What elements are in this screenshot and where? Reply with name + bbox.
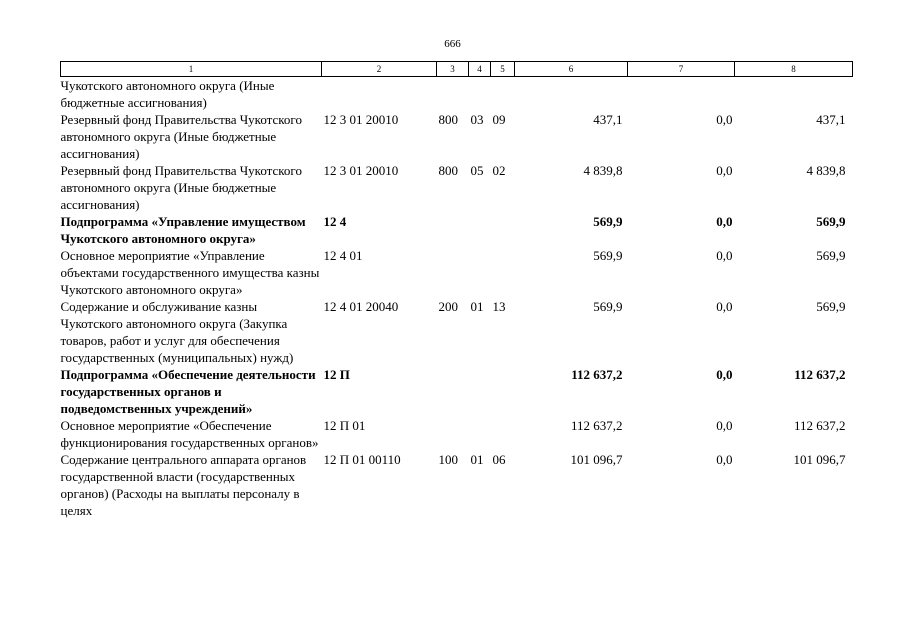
row-value-7: 0,0 (716, 214, 733, 229)
row-rz: 01 (470, 452, 484, 467)
header-col-7: 7 (628, 62, 735, 77)
table-row-subprogram (61, 366, 853, 417)
row-value-8: 101 096,7 (793, 452, 846, 467)
header-col-6: 6 (515, 62, 628, 77)
row-name: Основное мероприятие «Обеспечение функционирования государственных органов» (60, 418, 319, 450)
row-vr (437, 77, 469, 112)
row-code: 12 4 01 20040 (323, 299, 399, 314)
row-pr (491, 247, 515, 298)
row-code (322, 77, 437, 112)
header-col-3: 3 (437, 62, 469, 77)
header-col-2: 2 (322, 62, 437, 77)
row-pr: 13 (492, 299, 506, 314)
row-pr: 06 (492, 452, 506, 467)
header-col-5: 5 (491, 62, 515, 77)
row-value-8: 569,9 (816, 299, 846, 314)
row-value-6: 101 096,7 (570, 452, 623, 467)
row-rz (469, 213, 491, 247)
row-value-6: 112 637,2 (571, 367, 623, 382)
row-vr: 800 (438, 163, 458, 178)
row-name: Основное мероприятие «Управление объектами государственного имущества казны Чукотского автономного округа» (60, 248, 320, 297)
row-value-7: 0,0 (716, 418, 733, 433)
row-value-7: 0,0 (716, 299, 733, 314)
row-rz (469, 247, 491, 298)
row-value-6: 4 839,8 (583, 163, 623, 178)
row-value-8: 112 637,2 (793, 418, 846, 433)
header-col-4: 4 (469, 62, 491, 77)
row-value-7: 0,0 (716, 367, 733, 382)
row-name: Резервный фонд Правительства Чукотского автономного округа (Иные бюджетные ассигнования) (60, 112, 302, 161)
row-vr (437, 247, 469, 298)
row-name: Содержание и обслуживание казны Чукотского автономного округа (Закупка товаров, работ и услуг для обеспечения государственных (муниципальных) нужд) (60, 299, 294, 365)
row-value-7 (628, 77, 735, 112)
row-pr (491, 417, 515, 451)
row-name: Чукотского автономного округа (Иные бюджетные ассигнования) (60, 78, 275, 110)
row-rz (469, 77, 491, 112)
row-name: Содержание центрального аппарата органов государственной власти (государственных органов) (Расходы на выплаты персоналу в целях (60, 452, 307, 518)
row-value-6: 112 637,2 (570, 418, 623, 433)
table-row (61, 247, 853, 298)
row-vr: 100 (438, 452, 458, 467)
row-code: 12 П 01 (323, 418, 366, 433)
row-code: 12 3 01 20010 (323, 163, 399, 178)
row-code: 12 4 01 (323, 248, 363, 263)
row-value-7: 0,0 (716, 163, 733, 178)
row-vr (437, 366, 469, 417)
row-rz: 01 (470, 299, 484, 314)
row-name: Резервный фонд Правительства Чукотского автономного округа (Иные бюджетные ассигнования) (60, 163, 302, 212)
table-header-row (61, 62, 853, 77)
row-value-6: 569,9 (593, 248, 623, 263)
table-row (61, 162, 853, 213)
table-row (61, 298, 853, 366)
row-name: Подпрограмма «Управление имуществом Чукотского автономного округа» (60, 214, 306, 246)
table-row (61, 77, 853, 112)
table-row (61, 451, 853, 519)
table-row (61, 417, 853, 451)
row-value-8: 569,9 (816, 214, 846, 229)
row-pr: 09 (492, 112, 506, 127)
row-code: 12 3 01 20010 (323, 112, 399, 127)
row-vr (437, 417, 469, 451)
row-value-8 (735, 77, 853, 112)
row-code: 12 4 (323, 214, 347, 229)
row-rz (469, 417, 491, 451)
row-code: 12 П (323, 367, 350, 382)
page-number: 666 (444, 38, 461, 50)
row-pr (491, 213, 515, 247)
row-value-8: 4 839,8 (806, 163, 846, 178)
table-row-subprogram (61, 213, 853, 247)
row-value-8: 112 637,2 (794, 367, 846, 382)
row-rz (469, 366, 491, 417)
row-value-8: 569,9 (816, 248, 846, 263)
row-value-6: 569,9 (593, 214, 623, 229)
row-name: Подпрограмма «Обеспечение деятельности государственных органов и подведомственных учреждений» (60, 367, 316, 416)
budget-table (60, 61, 853, 519)
row-value-6 (515, 77, 628, 112)
header-col-1: 1 (61, 62, 322, 77)
row-value-7: 0,0 (716, 452, 733, 467)
row-code: 12 П 01 00110 (323, 452, 401, 467)
row-pr (491, 366, 515, 417)
row-value-8: 437,1 (816, 112, 846, 127)
row-rz: 05 (470, 163, 484, 178)
row-vr: 200 (438, 299, 458, 314)
row-vr (437, 213, 469, 247)
row-value-7: 0,0 (716, 112, 733, 127)
row-pr (491, 77, 515, 112)
header-col-8: 8 (735, 62, 853, 77)
row-value-6: 437,1 (593, 112, 623, 127)
row-rz: 03 (470, 112, 484, 127)
row-value-7: 0,0 (716, 248, 733, 263)
row-pr: 02 (492, 163, 506, 178)
table-row (61, 111, 853, 162)
row-vr: 800 (438, 112, 458, 127)
row-value-6: 569,9 (593, 299, 623, 314)
